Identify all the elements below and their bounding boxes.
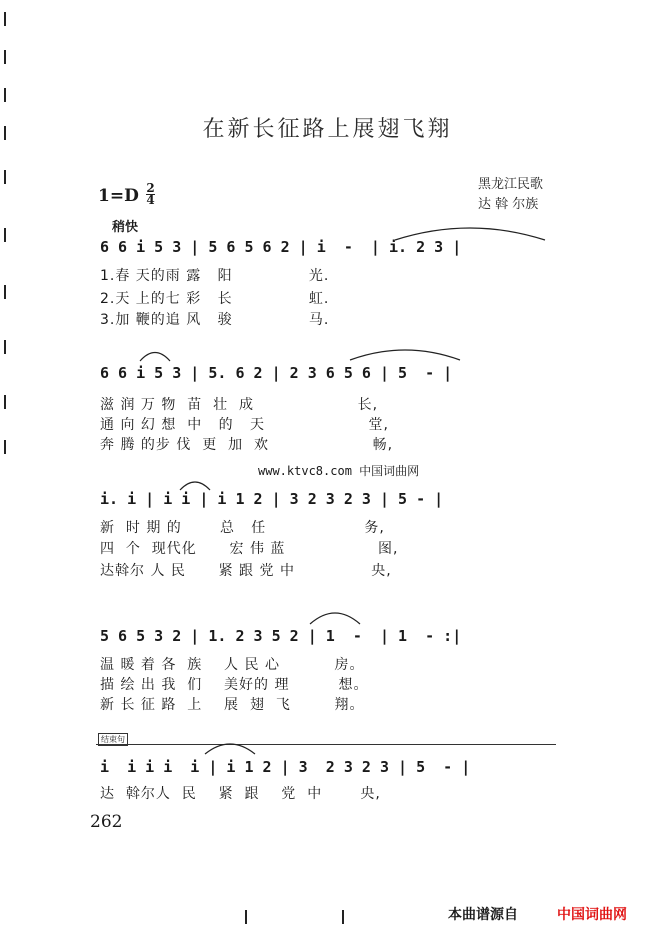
source-credit: 黑龙江民歌 (478, 177, 544, 192)
notation-line-4: 5 6 5 3 2 | 1. 2 3 5 2 | 1 - | 1 - :| (100, 627, 462, 645)
margin-tick (4, 12, 6, 26)
lyric-line-4-2: 描 绘 出 我 们 美好的 理 想。 (100, 677, 369, 693)
notation-line-5: i i i i i | i 1 2 | 3 2 3 2 3 | 5 - | (100, 758, 471, 776)
bottom-tick (245, 910, 247, 924)
slur-5 (200, 738, 260, 758)
lyric-line-1-3: 3.加 鞭的追 风 骏 马. (100, 312, 330, 328)
footer-source-label: 本曲谱源自 (448, 907, 518, 923)
margin-tick (4, 228, 6, 242)
slur-3 (175, 476, 215, 492)
notation-line-1: 6 6 i 5 3 | 5 6 5 6 2 | i - | i. 2 3 | (100, 238, 462, 256)
margin-tick (4, 285, 6, 299)
margin-tick (4, 170, 6, 184)
slur-1 (390, 220, 550, 244)
margin-tick (4, 340, 6, 354)
coda-label: 结束句 (98, 733, 128, 746)
lyric-line-1-2: 2.天 上的七 彩 长 虹. (100, 291, 330, 307)
lyric-line-2-1: 滋 润 万 物 苗 壮 成 长, (100, 397, 379, 413)
coda-line (96, 744, 556, 745)
margin-tick (4, 395, 6, 409)
notation-line-2: 6 6 i 5 3 | 5. 6 2 | 2 3 6 5 6 | 5 - | (100, 364, 453, 382)
margin-tick (4, 50, 6, 64)
lyric-line-4-1: 温 暖 着 各 族 人 民 心 房。 (100, 657, 365, 673)
time-signature (146, 183, 155, 206)
margin-tick (4, 88, 6, 102)
lyric-line-4-3: 新 长 征 路 上 展 翅 飞 翔。 (100, 697, 365, 713)
song-title: 在新长征路上展翅飞翔 (202, 117, 453, 142)
bottom-tick (342, 910, 344, 924)
lyric-line-3-2: 四 个 现代化 宏 伟 蓝 图, (100, 541, 399, 557)
slur-2b (345, 344, 465, 364)
tempo-marking: 稍快 (112, 220, 139, 235)
footer-site-link[interactable]: 中国词曲网 (557, 907, 627, 923)
lyric-line-2-2: 通 向 幻 想 中 的 天 堂, (100, 417, 389, 433)
page-number: 262 (90, 812, 123, 832)
key-signature: 1=D (98, 186, 139, 206)
margin-tick (4, 440, 6, 454)
lyric-line-2-3: 奔 腾 的步 伐 更 加 欢 畅, (100, 437, 394, 453)
watermark-text: www.ktvc8.com 中国词曲网 (258, 464, 420, 478)
lyric-line-3-3: 达斡尔 人 民 紧 跟 党 中 央, (100, 563, 392, 579)
slur-2a (135, 346, 175, 364)
lyric-line-5-1: 达 斡尔人 民 紧 跟 党 中 央, (100, 786, 381, 802)
lyric-line-1-1: 1.春 天的雨 露 阳 光. (100, 268, 330, 284)
time-sig-bottom: 4 (146, 193, 155, 207)
time-sig-top: 2 (146, 181, 155, 195)
slur-4 (305, 606, 365, 628)
lyric-line-3-1: 新 时 期 的 总 任 务, (100, 520, 385, 536)
notation-line-3: i. i | i i | i 1 2 | 3 2 3 2 3 | 5 - | (100, 490, 444, 508)
ethnic-credit: 达 斡 尔族 (478, 197, 539, 212)
